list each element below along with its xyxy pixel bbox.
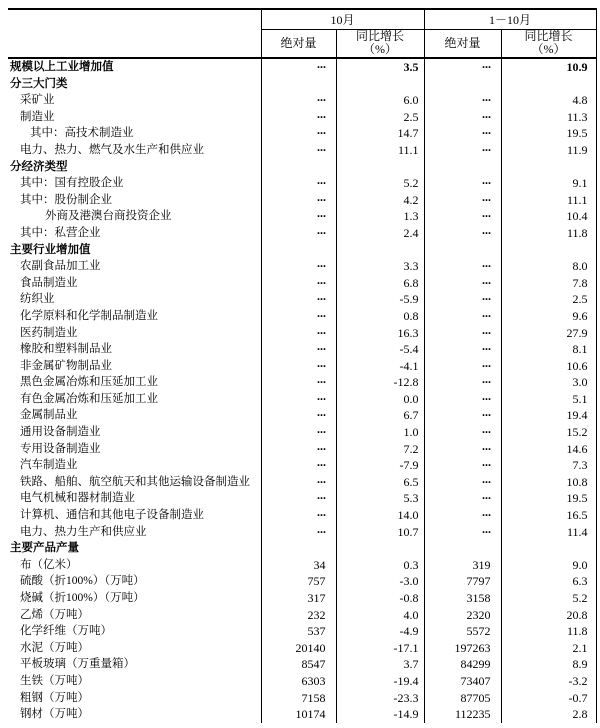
ytd-absolute-cell: 319	[424, 557, 501, 574]
row-label-cell: 布（亿米）	[20, 558, 78, 571]
oct-yoy-cell: 0.8	[336, 308, 424, 325]
ytd-absolute-cell: ···	[424, 374, 501, 391]
oct-absolute-cell: ···	[261, 109, 336, 126]
table-row	[8, 325, 596, 342]
oct-absolute-cell: ···	[261, 208, 336, 225]
oct-absolute-cell: ···	[261, 490, 336, 507]
oct-absolute-cell: ···	[261, 225, 336, 242]
oct-yoy-cell: 0.3	[336, 557, 424, 574]
table-row	[8, 341, 596, 358]
ytd-yoy-cell: 5.1	[501, 391, 596, 408]
ytd-yoy-cell: 10.8	[501, 474, 596, 491]
subheader-yoy-ytd	[501, 29, 596, 58]
ytd-yoy-cell: 10.6	[501, 358, 596, 375]
row-label-cell: 农副食品加工业	[20, 260, 101, 273]
column-group-jan-to-oct: 1－10月	[424, 9, 596, 29]
oct-yoy-cell: 14.0	[336, 507, 424, 524]
oct-yoy-cell: -5.9	[336, 291, 424, 308]
ytd-absolute-cell: ···	[424, 275, 501, 292]
oct-yoy-cell: 16.3	[336, 325, 424, 342]
oct-yoy-cell	[336, 76, 424, 93]
row-label-cell: 主要行业增加值	[10, 243, 91, 256]
oct-absolute-cell: ···	[261, 441, 336, 458]
ytd-yoy-cell: 11.8	[501, 225, 596, 242]
ytd-absolute-cell	[424, 76, 501, 93]
oct-yoy-cell	[336, 540, 424, 557]
oct-yoy-cell: -17.1	[336, 640, 424, 657]
row-label-cell: 规模以上工业增加值	[10, 61, 114, 73]
oct-absolute-cell: 10174	[261, 706, 336, 723]
ytd-absolute-cell: 73407	[424, 673, 501, 690]
ytd-absolute-cell: ···	[424, 341, 501, 358]
row-label-cell: 铁路、船舶、航空航天和其他运输设备制造业	[20, 475, 250, 488]
ytd-absolute-cell	[424, 540, 501, 557]
ytd-absolute-cell: ···	[424, 175, 501, 192]
table-row	[8, 358, 596, 375]
ytd-yoy-cell: 11.4	[501, 524, 596, 541]
ytd-absolute-cell: ···	[424, 291, 501, 308]
oct-absolute-cell: ···	[261, 142, 336, 159]
oct-yoy-cell: -3.0	[336, 573, 424, 590]
oct-yoy-cell	[336, 242, 424, 259]
oct-absolute-cell: ···	[261, 192, 336, 209]
oct-yoy-cell: 11.1	[336, 142, 424, 159]
oct-yoy-cell: -4.9	[336, 623, 424, 640]
oct-yoy-cell: 6.8	[336, 275, 424, 292]
row-label-cell: 外商及港澳台商投资企业	[45, 210, 172, 223]
oct-yoy-cell: 1.3	[336, 208, 424, 225]
row-label-cell: 电力、热力、燃气及水生产和供应业	[20, 143, 204, 156]
table-body	[8, 58, 596, 723]
oct-yoy-cell: 2.4	[336, 225, 424, 242]
ytd-yoy-cell: 8.1	[501, 341, 596, 358]
ytd-absolute-cell: ···	[424, 192, 501, 209]
subheader-subtitle: （%）	[531, 42, 566, 57]
ytd-yoy-cell	[501, 242, 596, 259]
table-row	[8, 391, 596, 408]
table-row	[8, 640, 596, 657]
ytd-yoy-cell: 19.5	[501, 125, 596, 142]
oct-absolute-cell: ···	[261, 407, 336, 424]
ytd-yoy-cell: 5.2	[501, 590, 596, 607]
ytd-yoy-cell: 10.9	[501, 58, 596, 76]
table-row	[8, 275, 596, 292]
ytd-yoy-cell: 8.0	[501, 258, 596, 275]
oct-yoy-cell: 14.7	[336, 125, 424, 142]
ytd-absolute-cell: ···	[424, 457, 501, 474]
oct-yoy-cell: 0.0	[336, 391, 424, 408]
table-row	[8, 258, 596, 275]
table-row	[8, 424, 596, 441]
ytd-yoy-cell	[501, 76, 596, 93]
ytd-absolute-cell: ···	[424, 125, 501, 142]
row-label-cell: 其中：高技术制造业	[30, 127, 134, 140]
oct-yoy-cell: -7.9	[336, 457, 424, 474]
ytd-absolute-cell: ···	[424, 474, 501, 491]
row-label-cell: 平板玻璃（万重量箱）	[20, 658, 135, 671]
row-label-cell: 化学原料和化学制品制造业	[20, 309, 158, 322]
ytd-yoy-cell	[501, 159, 596, 176]
table-row	[8, 242, 596, 259]
oct-yoy-cell: -14.9	[336, 706, 424, 723]
ytd-yoy-cell: 2.1	[501, 640, 596, 657]
row-label-cell: 分三大门类	[10, 77, 68, 90]
row-label-cell: 电力、热力生产和供应业	[20, 525, 147, 538]
oct-absolute-cell: ···	[261, 374, 336, 391]
subheader-title: 同比增长	[356, 29, 405, 44]
ytd-absolute-cell: ···	[424, 524, 501, 541]
table-row	[8, 76, 596, 93]
table-row	[8, 175, 596, 192]
oct-yoy-cell: 4.0	[336, 607, 424, 624]
ytd-absolute-cell: ···	[424, 92, 501, 109]
subheader-absolute-oct	[261, 29, 336, 58]
row-label-cell: 采矿业	[20, 94, 55, 107]
ytd-yoy-cell: 15.2	[501, 424, 596, 441]
ytd-absolute-cell: ···	[424, 58, 501, 76]
row-label-cell: 电气机械和器材制造业	[20, 492, 135, 505]
oct-absolute-cell	[261, 76, 336, 93]
oct-yoy-cell: -23.3	[336, 690, 424, 707]
row-label-cell: 其中：私营企业	[20, 226, 101, 239]
oct-absolute-cell: ···	[261, 325, 336, 342]
oct-yoy-cell: -12.8	[336, 374, 424, 391]
row-label-cell: 食品制造业	[20, 276, 78, 289]
ytd-yoy-cell: 7.3	[501, 457, 596, 474]
oct-absolute-cell	[261, 159, 336, 176]
oct-yoy-cell: 6.5	[336, 474, 424, 491]
row-label-cell: 通用设备制造业	[20, 426, 101, 439]
ytd-absolute-cell	[424, 242, 501, 259]
ytd-yoy-cell: 20.8	[501, 607, 596, 624]
oct-absolute-cell: ···	[261, 391, 336, 408]
row-label-cell: 生铁（万吨）	[20, 674, 89, 687]
row-label-cell: 烧碱（折100%）（万吨）	[20, 592, 145, 604]
oct-absolute-cell: 8547	[261, 656, 336, 673]
table-row	[8, 92, 596, 109]
ytd-yoy-cell: 11.3	[501, 109, 596, 126]
table-row	[8, 109, 596, 126]
oct-yoy-cell: 2.5	[336, 109, 424, 126]
row-label-cell: 粗钢（万吨）	[20, 691, 89, 704]
ytd-yoy-cell: 11.1	[501, 192, 596, 209]
oct-absolute-cell: 537	[261, 623, 336, 640]
table-row	[8, 524, 596, 541]
ytd-yoy-cell: 2.5	[501, 291, 596, 308]
table-row	[8, 142, 596, 159]
ytd-yoy-cell: 6.3	[501, 573, 596, 590]
row-label-cell: 专用设备制造业	[20, 442, 101, 455]
table-row	[8, 656, 596, 673]
table-row	[8, 192, 596, 209]
ytd-absolute-cell: ···	[424, 391, 501, 408]
row-label-cell: 分经济类型	[10, 160, 68, 173]
row-label-cell: 主要产品产量	[10, 542, 79, 555]
row-label-cell: 钢材（万吨）	[20, 708, 89, 721]
ytd-absolute-cell: 5572	[424, 623, 501, 640]
row-label-cell: 水泥（万吨）	[20, 641, 89, 654]
row-label-cell: 制造业	[20, 110, 55, 123]
ytd-yoy-cell: 27.9	[501, 325, 596, 342]
ytd-absolute-cell: ···	[424, 407, 501, 424]
ytd-yoy-cell: 19.4	[501, 407, 596, 424]
ytd-absolute-cell: ···	[424, 109, 501, 126]
ytd-yoy-cell: -0.7	[501, 690, 596, 707]
ytd-yoy-cell: 4.8	[501, 92, 596, 109]
ytd-absolute-cell: ···	[424, 441, 501, 458]
oct-yoy-cell: 3.7	[336, 656, 424, 673]
oct-absolute-cell: 7158	[261, 690, 336, 707]
oct-absolute-cell: 34	[261, 557, 336, 574]
ytd-absolute-cell: 112235	[424, 706, 501, 723]
row-label-cell: 非金属矿物制品业	[20, 359, 112, 372]
table-row	[8, 673, 596, 690]
oct-yoy-cell: 6.0	[336, 92, 424, 109]
subheader-absolute-ytd	[424, 29, 501, 58]
ytd-absolute-cell: 197263	[424, 640, 501, 657]
ytd-absolute-cell: ···	[424, 142, 501, 159]
ytd-absolute-cell: ···	[424, 490, 501, 507]
oct-yoy-cell: -4.1	[336, 358, 424, 375]
row-label-cell: 金属制品业	[20, 409, 78, 422]
subheader-title: 同比增长	[524, 29, 573, 44]
column-group-october: 10月	[261, 9, 424, 29]
oct-absolute-cell: ···	[261, 125, 336, 142]
ytd-absolute-cell: ···	[424, 424, 501, 441]
ytd-absolute-cell: ···	[424, 258, 501, 275]
oct-absolute-cell: ···	[261, 92, 336, 109]
ytd-yoy-cell: 19.5	[501, 490, 596, 507]
table-row	[8, 208, 596, 225]
table-row	[8, 557, 596, 574]
ytd-yoy-cell: 10.4	[501, 208, 596, 225]
table-row	[8, 690, 596, 707]
oct-yoy-cell: 4.2	[336, 192, 424, 209]
table-row	[8, 590, 596, 607]
table-row	[8, 159, 596, 176]
ytd-yoy-cell: -3.2	[501, 673, 596, 690]
table-row	[8, 225, 596, 242]
oct-absolute-cell: 20140	[261, 640, 336, 657]
table-row	[8, 457, 596, 474]
oct-absolute-cell: ···	[261, 275, 336, 292]
oct-yoy-cell: 3.5	[336, 58, 424, 76]
oct-absolute-cell: 6303	[261, 673, 336, 690]
oct-absolute-cell: 757	[261, 573, 336, 590]
row-label-cell: 汽车制造业	[20, 459, 78, 472]
subheader-title: 绝对量	[444, 35, 481, 50]
table-row	[8, 407, 596, 424]
oct-absolute-cell: ···	[261, 474, 336, 491]
table-row	[8, 623, 596, 640]
ytd-yoy-cell: 9.6	[501, 308, 596, 325]
table-row	[8, 291, 596, 308]
table-row	[8, 474, 596, 491]
oct-yoy-cell: 5.2	[336, 175, 424, 192]
row-label-cell: 有色金属冶炼和压延加工业	[20, 392, 158, 405]
ytd-yoy-cell: 8.9	[501, 656, 596, 673]
oct-absolute-cell: ···	[261, 457, 336, 474]
oct-yoy-cell: 7.2	[336, 441, 424, 458]
oct-absolute-cell: ···	[261, 507, 336, 524]
oct-absolute-cell: ···	[261, 291, 336, 308]
ytd-absolute-cell	[424, 159, 501, 176]
oct-yoy-cell: -19.4	[336, 673, 424, 690]
oct-absolute-cell: 317	[261, 590, 336, 607]
ytd-absolute-cell: 2320	[424, 607, 501, 624]
row-label-cell: 其中：国有控股企业	[20, 177, 124, 190]
oct-absolute-cell: ···	[261, 424, 336, 441]
row-label-cell: 其中：股份制企业	[20, 193, 112, 206]
row-label-cell: 化学纤维（万吨）	[20, 625, 112, 638]
table-row	[8, 507, 596, 524]
subheader-subtitle: （%）	[363, 42, 397, 57]
ytd-absolute-cell: 84299	[424, 656, 501, 673]
table-row	[8, 441, 596, 458]
row-label-cell: 橡胶和塑料制品业	[20, 343, 112, 356]
table-row	[8, 573, 596, 590]
ytd-yoy-cell: 11.8	[501, 623, 596, 640]
ytd-absolute-cell: ···	[424, 208, 501, 225]
oct-yoy-cell: 6.7	[336, 407, 424, 424]
ytd-yoy-cell	[501, 540, 596, 557]
oct-yoy-cell: 5.3	[336, 490, 424, 507]
table-row	[8, 58, 596, 76]
oct-absolute-cell	[261, 540, 336, 557]
ytd-yoy-cell: 7.8	[501, 275, 596, 292]
oct-absolute-cell: ···	[261, 308, 336, 325]
stub-header-cell	[8, 9, 261, 58]
ytd-absolute-cell: ···	[424, 325, 501, 342]
ytd-absolute-cell: ···	[424, 507, 501, 524]
oct-absolute-cell: 232	[261, 607, 336, 624]
oct-yoy-cell: 3.3	[336, 258, 424, 275]
ytd-yoy-cell: 11.9	[501, 142, 596, 159]
oct-yoy-cell: -5.4	[336, 341, 424, 358]
table-row	[8, 706, 596, 723]
row-label-cell: 黑色金属冶炼和压延加工业	[20, 376, 158, 389]
row-label-cell: 纺织业	[20, 293, 55, 306]
table-row	[8, 607, 596, 624]
ytd-yoy-cell: 14.6	[501, 441, 596, 458]
row-label-cell: 计算机、通信和其他电子设备制造业	[20, 509, 204, 522]
oct-absolute-cell	[261, 242, 336, 259]
ytd-yoy-cell: 16.5	[501, 507, 596, 524]
table-header	[8, 9, 596, 58]
table-row	[8, 374, 596, 391]
oct-yoy-cell: -0.8	[336, 590, 424, 607]
oct-yoy-cell	[336, 159, 424, 176]
oct-absolute-cell: ···	[261, 341, 336, 358]
ytd-absolute-cell: 7797	[424, 573, 501, 590]
ytd-absolute-cell: ···	[424, 308, 501, 325]
ytd-absolute-cell: 87705	[424, 690, 501, 707]
ytd-absolute-cell: ···	[424, 358, 501, 375]
oct-yoy-cell: 10.7	[336, 524, 424, 541]
subheader-yoy-oct	[336, 29, 424, 58]
oct-absolute-cell: ···	[261, 258, 336, 275]
ytd-yoy-cell: 2.8	[501, 706, 596, 723]
oct-absolute-cell: ···	[261, 58, 336, 76]
table-row	[8, 308, 596, 325]
ytd-yoy-cell: 9.1	[501, 175, 596, 192]
row-label-cell: 乙烯（万吨）	[20, 608, 89, 621]
industrial-output-table	[8, 8, 597, 723]
row-label-cell: 医药制造业	[20, 326, 78, 339]
ytd-yoy-cell: 3.0	[501, 374, 596, 391]
ytd-absolute-cell: 3158	[424, 590, 501, 607]
oct-absolute-cell: ···	[261, 358, 336, 375]
ytd-yoy-cell: 9.0	[501, 557, 596, 574]
ytd-absolute-cell: ···	[424, 225, 501, 242]
oct-absolute-cell: ···	[261, 524, 336, 541]
table-row	[8, 125, 596, 142]
oct-absolute-cell: ···	[261, 175, 336, 192]
row-label-cell: 硫酸（折100%）（万吨）	[20, 575, 145, 588]
subheader-title: 绝对量	[280, 35, 317, 50]
oct-yoy-cell: 1.0	[336, 424, 424, 441]
table-row	[8, 540, 596, 557]
table-row	[8, 490, 596, 507]
